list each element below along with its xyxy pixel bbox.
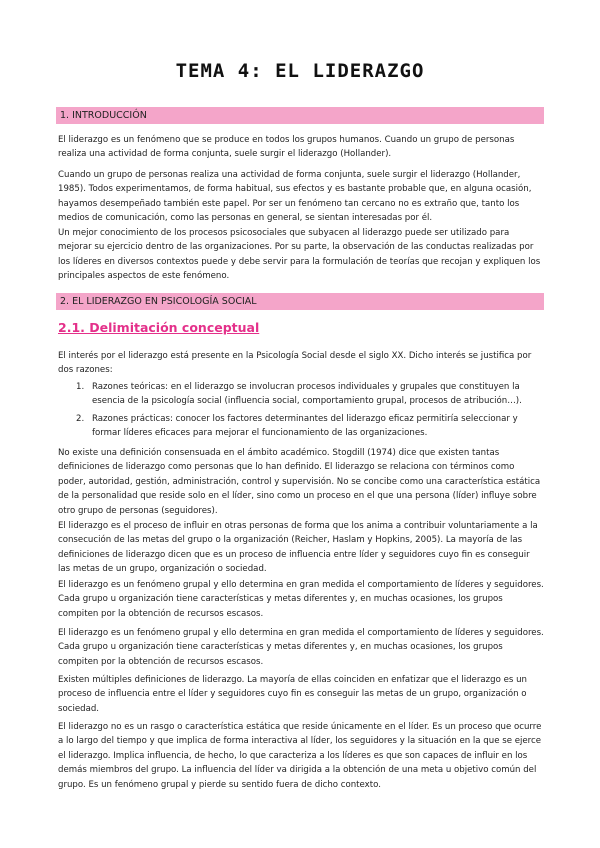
paragraph: El liderazgo es un fenómeno grupal y ello determina en gran medida el comportamiento de líderes y seguidores. Cada grupo u organización tiene características y metas diferentes y, en muchas ocasiones, los grupos compiten por la obtención de recursos escasos. — [58, 628, 544, 667]
paragraph: Un mejor conocimiento de los procesos psicosociales que subyacen al liderazgo puede ser utilizado para mejorar su ejercicio dentro de las organizaciones. Por su parte, la observación de las conductas realizadas por los líderes en diversos contextos puede y debe servir para la formulación de teorías que recojan y expliquen los principales aspectos de este fenómeno. — [58, 228, 541, 282]
paragraph: El liderazgo es un fenómeno grupal y ello determina en gran medida el comportamiento de líderes y seguidores. Cada grupo u organización tiene características y metas diferentes y, en muchas ocasiones, los grupos compiten por la obtención de recursos escasos. — [58, 580, 544, 619]
list-item-text: Razones teóricas: en el liderazgo se involucran procesos individuales y grupales que constituyen la esencia de la psicología social (influencia social, comportamiento grupal, procesos de atribución…). — [92, 382, 522, 407]
list-item — [58, 380, 544, 409]
paragraph: No existe una definición consensuada en el ámbito académico. Stogdill (1974) dice que existen tantas definiciones de liderazgo como personas que lo han definido. El liderazgo se relaciona con términos como poder, autoridad, gestión, administración, control y supervisión. No se concibe como una característica estática de la personalidad que reside solo en el líder, sino como un proceso en el que una persona (líder) influye sobre otro grupo de personas (seguidores). — [58, 448, 541, 516]
list-number: 1. — [76, 382, 85, 392]
list-item-text: Razones prácticas: conocer los factores determinantes del liderazgo eficaz permitiría seleccionar y formar líderes eficaces para mejorar el funcionamiento de las organizaciones. — [92, 413, 518, 439]
paragraph: Cuando un grupo de personas realiza una actividad de forma conjunta, suele surgir el liderazgo (Hollander, 1985). Todos experimentamos, de forma habitual, sus efectos y es bastante probable que, en alguna ocasión, hayamos desempeñado también este papel. Por ser un fenómeno tan cercano no es extraño que, tanto los medios de comunicación, como las personas en general, se sientan interesadas por él. — [58, 170, 532, 224]
paragraph: Existen múltiples definiciones de liderazgo. La mayoría de ellas coinciden en enfatizar que el liderazgo es un proceso de influencia entre el líder y seguidores cuyo fin es conseguir las metas de un grupo, organización o sociedad. — [58, 675, 527, 714]
reasons-list — [58, 380, 544, 444]
paragraph: El liderazgo es un fenómeno que se produce en todos los grupos humanos. Cuando un grupo de personas realiza una actividad de forma conjunta, suele surgir el liderazgo (Hollander). — [58, 135, 515, 160]
list-item — [58, 412, 544, 441]
section-heading-liderazgo-psicologia-social: 2. EL LIDERAZGO EN PSICOLOGÍA SOCIAL — [56, 293, 544, 310]
paragraph: El liderazgo no es un rasgo o característica estática que reside únicamente en el líder. Es un proceso que ocurre a lo largo del tiempo y que implica de forma interactiva al líder, los seguidores y la situación en la que se ejerce el liderazgo. Implica influencia, de hecho, lo que caracteriza a los líderes es que son capaces de influir en los demás miembros del grupo. La influencia del líder va dirigida a la obtención de una meta u objetivo común del grupo. Es un fenómeno grupal y pierde su sentido fuera de dicho contexto. — [58, 722, 542, 790]
paragraph: El liderazgo es el proceso de influir en otras personas de forma que los anima a contribuir voluntariamente a la consecución de las metas del grupo o la organización (Reicher, Haslam y Hopkins, 2005). La mayoría de las definiciones de liderazgo dicen que es un proceso de influencia entre líder y seguidores cuyo fin es conseguir las metas de un grupo, organización o sociedad. — [58, 521, 538, 575]
paragraph: El interés por el liderazgo está presente en la Psicología Social desde el siglo XX. Dicho interés se justifica por dos razones: — [58, 351, 532, 376]
section-heading-introduccion: 1. INTRODUCCIÓN — [56, 107, 544, 124]
page-title: TEMA 4: EL LIDERAZGO — [175, 60, 425, 82]
subsection-heading: 2.1. Delimitación conceptual — [58, 320, 260, 335]
list-number: 2. — [76, 413, 85, 424]
